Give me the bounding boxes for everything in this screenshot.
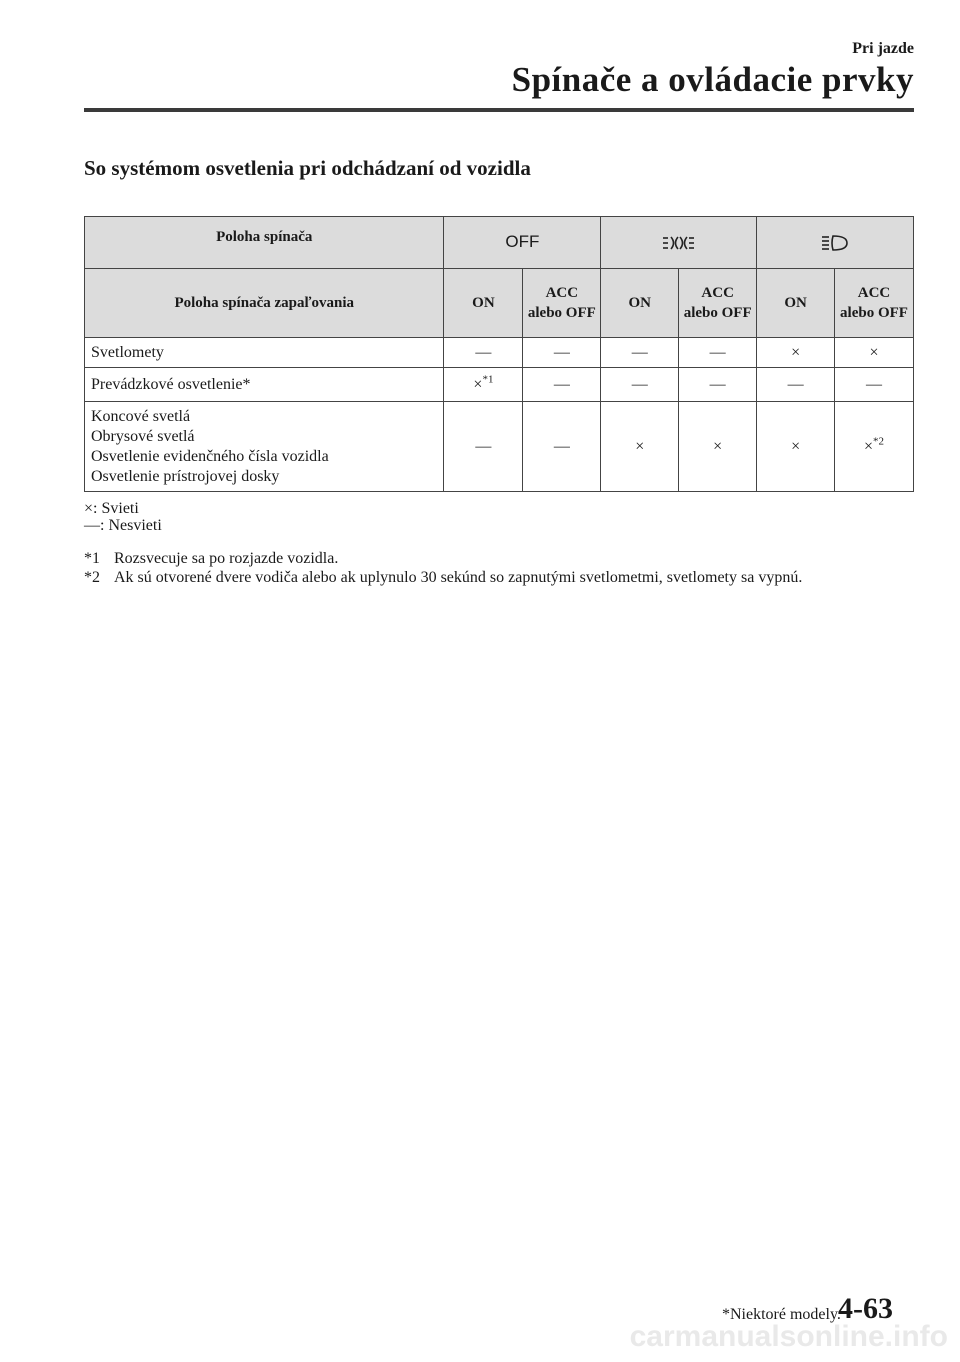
subheading: So systémom osvetlenia pri odchádzaní od vozidla xyxy=(84,156,531,180)
table-cell: — xyxy=(835,368,914,402)
parking-lights-icon xyxy=(662,234,696,252)
switch-position-off xyxy=(444,217,601,269)
legend xyxy=(84,500,162,534)
title-rule xyxy=(84,108,914,112)
footnote-text: Rozsvecuje sa po rozjazde vozidla. xyxy=(114,550,339,567)
row-label-line: Koncové svetlá xyxy=(91,407,191,425)
page-number: 4-63 xyxy=(838,1292,893,1325)
page-title: Spínače a ovládacie prvky xyxy=(511,60,914,99)
table-cell: — xyxy=(601,368,679,402)
legend-off: —: Nesvieti xyxy=(84,517,162,534)
table-cell: — xyxy=(601,338,679,368)
row-label: Prevádzkové osvetlenie* xyxy=(85,368,444,402)
table-row-daytime-lights xyxy=(85,368,914,402)
table-cell: × xyxy=(835,338,914,368)
switch-position-row xyxy=(85,217,914,269)
headlight-icon xyxy=(821,234,849,252)
table-cell: ×$^{*1}$ xyxy=(444,368,523,402)
section-label: Pri jazde xyxy=(852,40,914,57)
row-label xyxy=(85,402,444,492)
row-label-line: Osvetlenie evidenčného čísla vozidla xyxy=(91,447,329,465)
row-label-line: Obrysové svetlá xyxy=(91,427,195,445)
lighting-table xyxy=(84,216,914,492)
table-cell: × xyxy=(679,402,757,492)
table-cell: — xyxy=(523,338,601,368)
row-label-line: Osvetlenie prístrojovej dosky xyxy=(91,467,280,485)
table-cell: × xyxy=(757,402,835,492)
table-cell: — xyxy=(679,368,757,402)
table-cell: × xyxy=(601,402,679,492)
table-cell: — xyxy=(444,338,523,368)
table-cell: — xyxy=(523,402,601,492)
ignition-value: ON xyxy=(444,269,523,338)
table-cell: — xyxy=(757,368,835,402)
models-note: *Niektoré modely. xyxy=(722,1306,841,1323)
ignition-value: ACC alebo OFF xyxy=(679,269,757,338)
footnote xyxy=(84,549,802,568)
switch-position-label: Poloha spínača xyxy=(85,217,444,269)
switch-position-headlights xyxy=(757,217,914,269)
table-cell: — xyxy=(444,402,523,492)
footnote-number: *2 xyxy=(84,569,100,586)
switch-position-off-label: OFF xyxy=(505,232,540,251)
footnote xyxy=(84,568,802,587)
ignition-value: ACC alebo OFF xyxy=(523,269,601,338)
row-label: Svetlomety xyxy=(85,338,444,368)
ignition-value: ON xyxy=(601,269,679,338)
footnote-marker: *1 xyxy=(482,373,494,386)
ignition-position-row xyxy=(85,269,914,338)
table-cell: — xyxy=(679,338,757,368)
table-row-tail-lights xyxy=(85,402,914,492)
legend-on: ×: Svieti xyxy=(84,500,139,517)
ignition-value: ACC alebo OFF xyxy=(835,269,914,338)
ignition-value: ON xyxy=(757,269,835,338)
footnote-text: Ak sú otvorené dvere vodiča alebo ak uplynulo 30 sekúnd so zapnutými svetlometmi, svetlomety sa vypnú. xyxy=(114,569,803,586)
table-row-headlights xyxy=(85,338,914,368)
switch-position-parking xyxy=(601,217,757,269)
footnote-marker: *2 xyxy=(873,435,885,448)
watermark: carmanualsonline.info xyxy=(629,1320,948,1353)
footnotes xyxy=(84,549,802,587)
table-cell: ×$^{*2}$ xyxy=(835,402,914,492)
footnote-number: *1 xyxy=(84,550,100,567)
table-cell: × xyxy=(757,338,835,368)
ignition-position-label: Poloha spínača zapaľovania xyxy=(85,269,444,338)
table-cell: — xyxy=(523,368,601,402)
